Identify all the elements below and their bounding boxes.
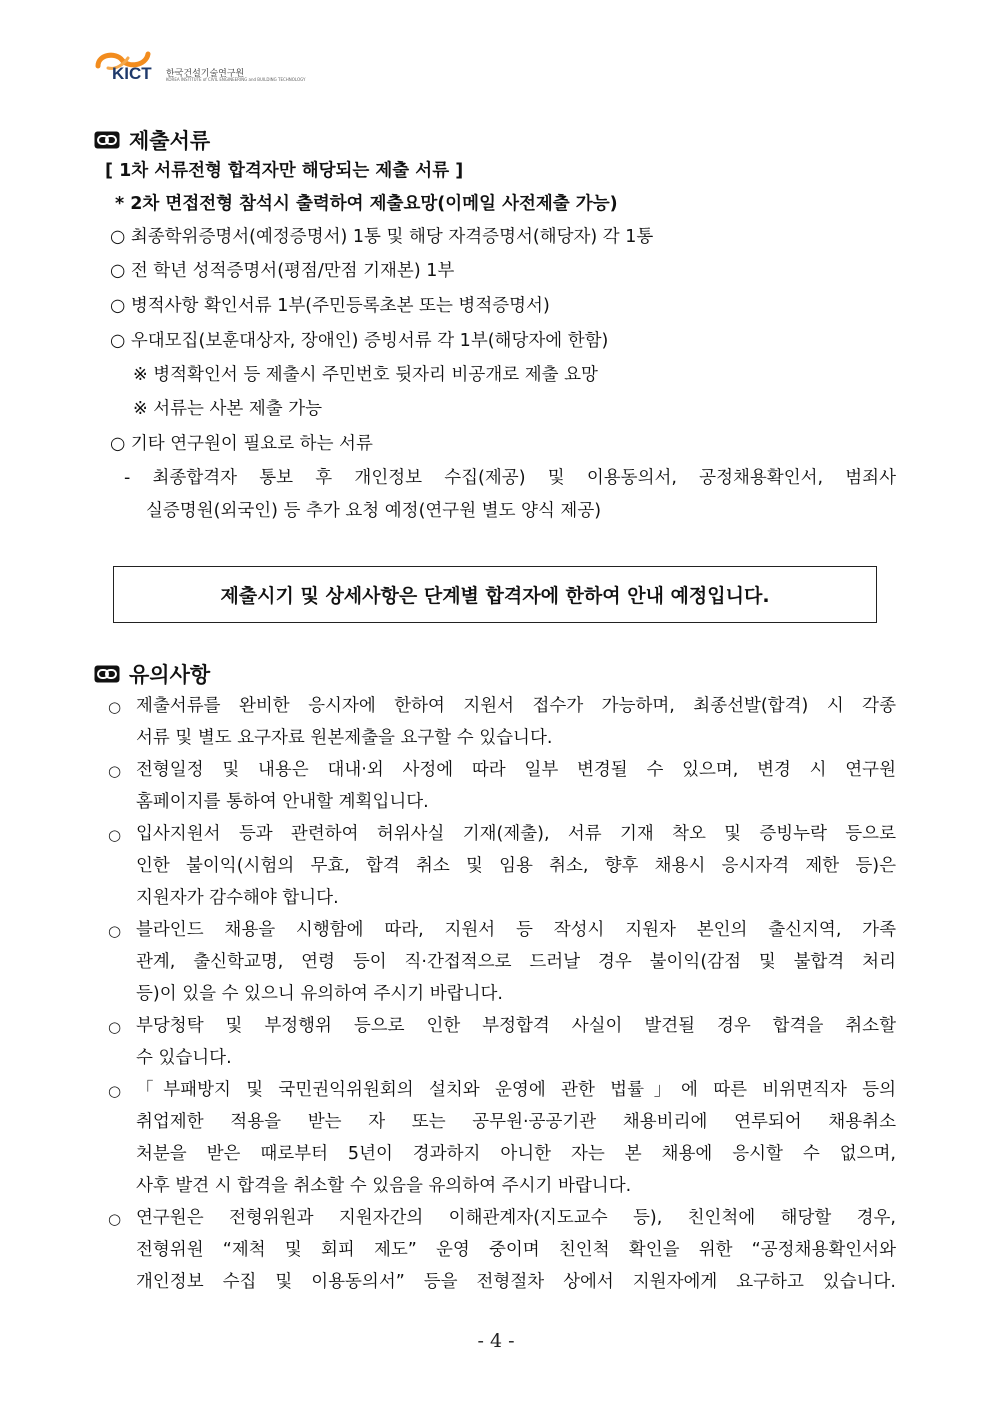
document-item-other: ○ 기타 연구원이 필요로 하는 서류	[110, 434, 373, 454]
caution-bullet: ○	[108, 762, 122, 780]
documents-note: * 2차 면접전형 참석시 출력하여 제출요망(이메일 사전제출 가능)	[115, 194, 618, 214]
cautions-section-title	[94, 659, 210, 689]
caution-item	[136, 1010, 896, 1074]
caution-line: 등)이 있을 수 있으니 유의하여 주시기 바랍니다.	[136, 984, 503, 1004]
notice-text: 제출시기 및 상세사항은 단계별 합격자에 한하여 안내 예정입니다.	[220, 585, 770, 607]
documents-title-text: 제출서류	[129, 129, 211, 153]
caution-item	[136, 914, 896, 1010]
caution-line: 사후 발견 시 합격을 취소할 수 있음을 유의하여 주시기 바랍니다.	[136, 1176, 632, 1196]
document-item: ○ 병적사항 확인서류 1부(주민등록초본 또는 병적증명서)	[110, 296, 550, 316]
caution-line: 취업제한 적용을 받는 자 또는 공무원·공공기관 채용비리에 연루되어 채용취소	[136, 1112, 896, 1132]
caution-item	[136, 690, 896, 754]
document-dash-line-cont: 실증명원(외국인) 등 추가 요청 예정(연구원 별도 양식 제공)	[146, 501, 602, 521]
documents-subtitle: [ 1차 서류전형 합격자만 해당되는 제출 서류 ]	[105, 161, 464, 181]
caution-bullet: ○	[108, 922, 122, 940]
caution-line: 수 있습니다.	[136, 1048, 232, 1068]
page-number: - 4 -	[477, 1330, 515, 1352]
chain-link-icon	[94, 131, 120, 149]
caution-line: 전형일정 및 내용은 대내‧외 사정에 따라 일부 변경될 수 있으며, 변경 시 연구원	[136, 760, 896, 780]
document-remark: ※ 서류는 사본 제출 가능	[133, 399, 323, 419]
caution-line: 처분을 받은 때로부터 5년이 경과하지 아니한 자는 본 채용에 응시할 수 없으며,	[136, 1144, 896, 1164]
caution-bullet: ○	[108, 698, 122, 716]
caution-bullet: ○	[108, 1082, 122, 1100]
caution-line: 부당청탁 및 부정행위 등으로 인한 부정합격 사실이 발견될 경우 합격을 취소할	[136, 1016, 896, 1036]
caution-line: 연구원은 전형위원과 지원자간의 이해관계자(지도교수 등), 친인척에 해당할 경우,	[136, 1208, 896, 1228]
caution-line: 관계, 출신학교명, 연령 등이 직·간접적으로 드러날 경우 불이익(감점 및 불합격 처리	[136, 952, 896, 972]
kict-logo	[94, 46, 306, 86]
caution-line: 홈페이지를 통하여 안내할 계획입니다.	[136, 792, 429, 812]
logo-korean-name: 한국건설기술연구원	[166, 69, 245, 79]
caution-bullet: ○	[108, 1210, 122, 1228]
caution-line: 개인정보 수집 및 이용동의서” 등을 전형절차 상에서 지원자에게 요구하고 있습니다.	[136, 1272, 896, 1292]
caution-item	[136, 1074, 896, 1202]
document-item: ○ 최종학위증명서(예정증명서) 1통 및 해당 자격증명서(해당자) 각 1통	[110, 227, 654, 247]
caution-line: 제출서류를 완비한 응시자에 한하여 지원서 접수가 가능하며, 최종선발(합격) 시 각종	[136, 696, 896, 716]
caution-line: 인한 불이익(시험의 무효, 합격 취소 및 임용 취소, 향후 채용시 응시자격 제한 등)은	[136, 856, 896, 876]
caution-item	[136, 818, 896, 914]
document-dash-line: - 최종합격자 통보 후 개인정보 수집(제공) 및 이용동의서, 공정채용확인서, 범죄사	[124, 468, 896, 488]
caution-item	[136, 1202, 896, 1298]
documents-section-title	[94, 125, 210, 155]
caution-line: 입사지원서 등과 관련하여 허위사실 기재(제출), 서류 기재 착오 및 증빙누락 등으로	[136, 824, 896, 844]
logo-text: KICT	[112, 64, 152, 83]
caution-line: 블라인드 채용을 시행함에 따라, 지원서 등 작성시 지원자 본인의 출신지역, 가족	[136, 920, 896, 940]
caution-line: 서류 및 별도 요구자료 원본제출을 요구할 수 있습니다.	[136, 728, 553, 748]
cautions-title-text: 유의사항	[129, 663, 211, 687]
document-item: ○ 전 학년 성적증명서(평점/만점 기재본) 1부	[110, 261, 455, 281]
caution-line: 지원자가 감수해야 합니다.	[136, 888, 339, 908]
document-item: ○ 우대모집(보훈대상자, 장애인) 증빙서류 각 1부(해당자에 한함)	[110, 331, 609, 351]
logo-english-name: KOREA INSTITUTE of CIVIL ENGINEERING and BUILDING TECHNOLOGY	[166, 77, 306, 82]
document-remark: ※ 병적확인서 등 제출시 주민번호 뒷자리 비공개로 제출 요망	[133, 365, 598, 385]
notice-box	[113, 566, 877, 623]
caution-item	[136, 754, 896, 818]
caution-line: 「부패방지 및 국민권익위원회의 설치와 운영에 관한 법률」에 따른 비위면직자 등의	[136, 1080, 896, 1100]
caution-bullet: ○	[108, 1018, 122, 1036]
caution-bullet: ○	[108, 826, 122, 844]
chain-link-icon	[94, 665, 120, 683]
caution-line: 전형위원 “제척 및 회피 제도” 운영 중이며 친인척 확인을 위한 “공정채용확인서와	[136, 1240, 896, 1260]
